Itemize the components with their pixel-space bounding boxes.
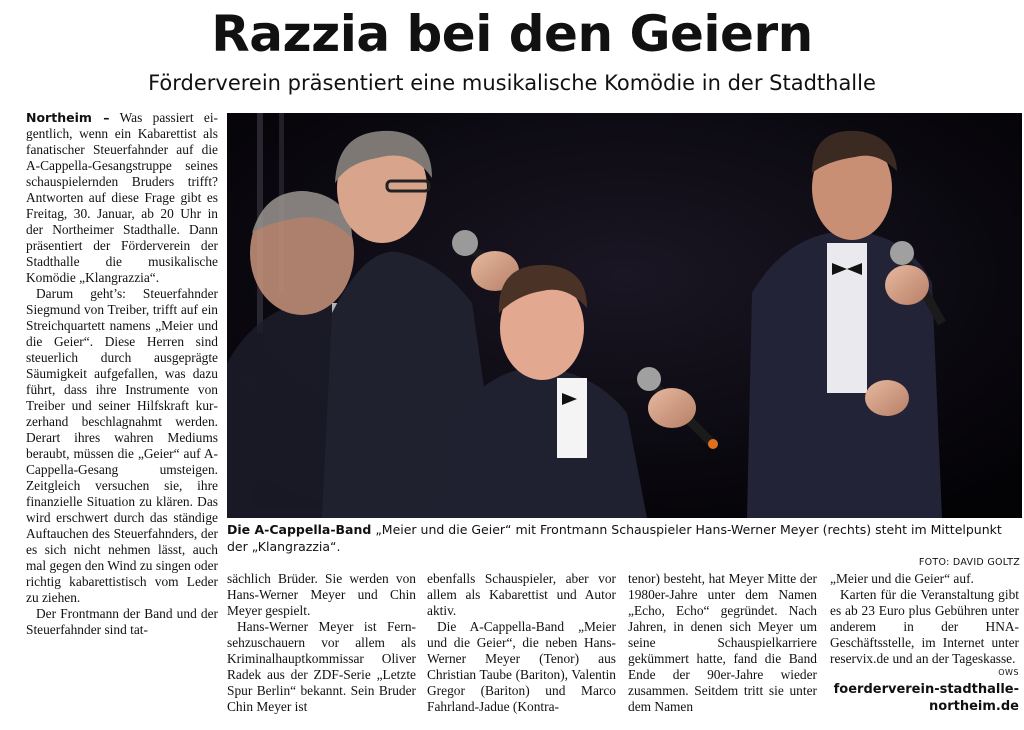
photo-caption [227,521,1022,568]
article-column-1 [26,110,218,638]
paragraph: „Meier und die Geier“ auf. [830,571,974,586]
website-link-line1[interactable]: foerderverein-stadthalle- [833,682,1019,697]
headline: Razzia bei den Geiern [211,5,813,63]
article-column-3 [427,571,616,715]
paragraph: ebenfalls Schauspieler, aber vor allem als Kabarettist und Autor aktiv. [427,571,616,618]
website-link[interactable] [830,681,1019,715]
article-column-5 [830,571,1019,715]
concert-photo [227,113,1022,518]
paragraph: sächlich Brüder. Sie werden von Hans-Werner Meyer und Chin Meyer gespielt. [227,571,416,618]
paragraph [26,110,218,286]
caption-text: „Meier und die Geier“ mit Frontmann Schauspieler Hans-Werner Meyer (rechts) steht im Mittelpunkt der „Klangrazzia“. [227,522,1002,554]
paragraph: Karten für die Veranstaltung gibt es ab 23 Euro plus Gebühren unter anderem in der HNA-Geschäftsstelle, im Internet unter reservix.de und an der Tageskasse. [830,587,1019,666]
subheadline: Förderverein präsentiert eine musikalische Komödie in der Stadthalle [148,71,876,95]
photo-credit: FOTO: DAVID GOLTZ [918,557,1020,568]
author-signature: OWS [998,668,1019,677]
paragraph: Darum geht’s: Steuerfahnder Siegmund von Treiber, trifft auf ein Streichquartett namens „Meier und die Geier“. Diese Herren sind steuerlich durch ausgeprägte Säumigkeit aufgefallen, was dazu führt, dass ihre Instrumente von Treiber und seiner Hilfskraft kurzerhand beschlagnahmt werden. Derart ihres wahren Mediums beraubt, müssen die „Geier“ auf A-Cappella-Gesang umsteigen. Zeitgleich versuchen sie, ihre finanzielle Situation zu klären. Das wird erschwert durch das ständige Auftauchen des Steuerfahnders, der es sich nicht nehmen lässt, auch mal gegen den Wind zu singen oder richtig kabarettistisch vom Leder zu ziehen. [26,286,218,605]
paragraph: tenor) besteht, hat Meyer Mitte der 1980er-Jahre unter dem Namen „Echo, Echo“ gegründet. Nach Jahren, in denen sich Meyer um seine Schauspielkarriere gekümmert hatte, fand die Band Ende der 90er-Jahre wieder zusammen. Seitdem tritt sie unter dem Namen [628,571,817,714]
paragraph: Die A-Cappella-Band „Meier und die Geier“, die neben Hans-Werner Meyer (Tenor) aus Christian Taube (Bariton), Valentin Gregor (Bariton) und Marco Fahrland-Jadue (Kontra- [427,619,616,714]
article-column-4 [628,571,817,715]
paragraph-text: Was passiert eigentlich, wenn ein Kabarettist als fanatischer Steuerfahnder auf die A-Cappella-Gesangstruppe seines schauspielernden Bruders trifft? Antworten auf diese Frage gibt es Freitag, 30. Januar, ab 20 Uhr in der Northeimer Stadthalle. Dann präsentiert der Förderverein der Stadthalle die musikalische Komödie „Klangrazzia“. [26,110,219,285]
photo-illustration [227,113,1022,518]
dateline: Northeim – [26,110,110,125]
paragraph: Hans-Werner Meyer ist Fernsehzuschauern vor allem als Kriminalhauptkommissar Oliver Radek aus der ZDF-Serie „Letzte Spur Berlin“ bekannt. Sein Bruder Chin Meyer ist [227,619,416,714]
paragraph: Der Frontmann der Band und der Steuerfahnder sind tat- [26,606,218,637]
caption-lead: Die A-Cappella-Band [227,522,372,537]
article-column-2 [227,571,416,715]
website-link-line2[interactable]: northeim.de [929,699,1019,714]
